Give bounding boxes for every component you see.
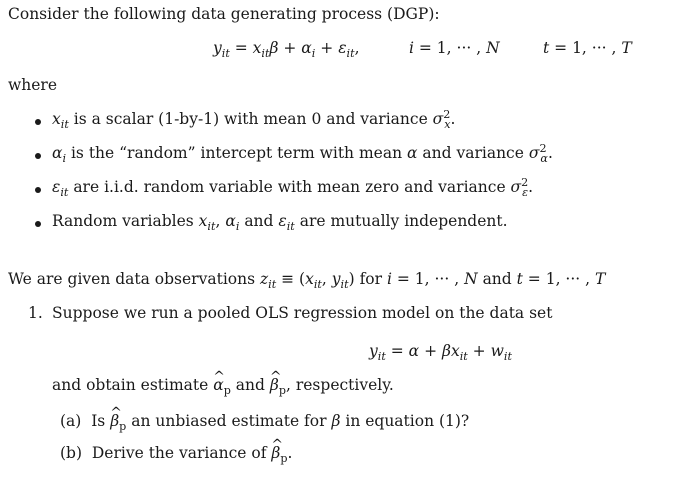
bullet-dot bbox=[35, 187, 41, 193]
bullet-dot bbox=[35, 221, 41, 227]
question-text-content: Suppose we run a pooled OLS regression model on the data set bbox=[52, 304, 553, 322]
question-text bbox=[52, 305, 552, 323]
bullet-item: $\alpha_i$ is the “random” intercept term with mean α and variance $\sigma^2_\alpha$. bbox=[52, 141, 553, 166]
where-label-text: where bbox=[8, 76, 58, 94]
intro-text bbox=[8, 6, 440, 24]
bullet-dot bbox=[35, 119, 41, 125]
intro-text-content: Consider the following data generating process (DGP): bbox=[8, 5, 440, 23]
dgp-index-t: t = 1, ··· , T bbox=[543, 39, 632, 57]
dgp-equation: $y_{it} = x_{it}\beta + \alpha_i + \varepsilon_{it}$, bbox=[213, 39, 360, 61]
question-number bbox=[28, 305, 43, 323]
question-number-text: 1. bbox=[28, 304, 43, 322]
where-label bbox=[8, 77, 57, 95]
part-a: (a) Is ^ $\beta_p$ an unbiased estimate for β in equation (1)? bbox=[60, 413, 469, 431]
bullet-dot bbox=[35, 153, 41, 159]
given-text: We are given data observations $z_{it} \equiv (x_{it}$, $y_{it}$) for i = 1, ··· , N and t = 1, ··· , T bbox=[8, 270, 606, 292]
dgp-index-i: i = 1, ··· , N bbox=[409, 39, 500, 57]
bullet-item: $x_{it}$ is a scalar (1-by-1) with mean 0 and variance $\sigma^2_x$. bbox=[52, 107, 456, 132]
estimate-text: and obtain estimate ^ $\alpha_p$ and ^ $\beta_p$, respectively. bbox=[52, 377, 394, 395]
part-b: (b) Derive the variance of ^ $\beta_p$. bbox=[60, 445, 292, 463]
bullet-item: $\varepsilon_{it}$ are i.i.d. random variable with mean zero and variance $\sigma^2_\varepsilon$. bbox=[52, 175, 534, 200]
bullet-item: Random variables $x_{it}$, $\alpha_i$ and $\varepsilon_{it}$ are mutually independent. bbox=[52, 212, 508, 234]
ols-equation: $y_{it} = \alpha + \beta x_{it} + w_{it}$ bbox=[369, 342, 512, 364]
